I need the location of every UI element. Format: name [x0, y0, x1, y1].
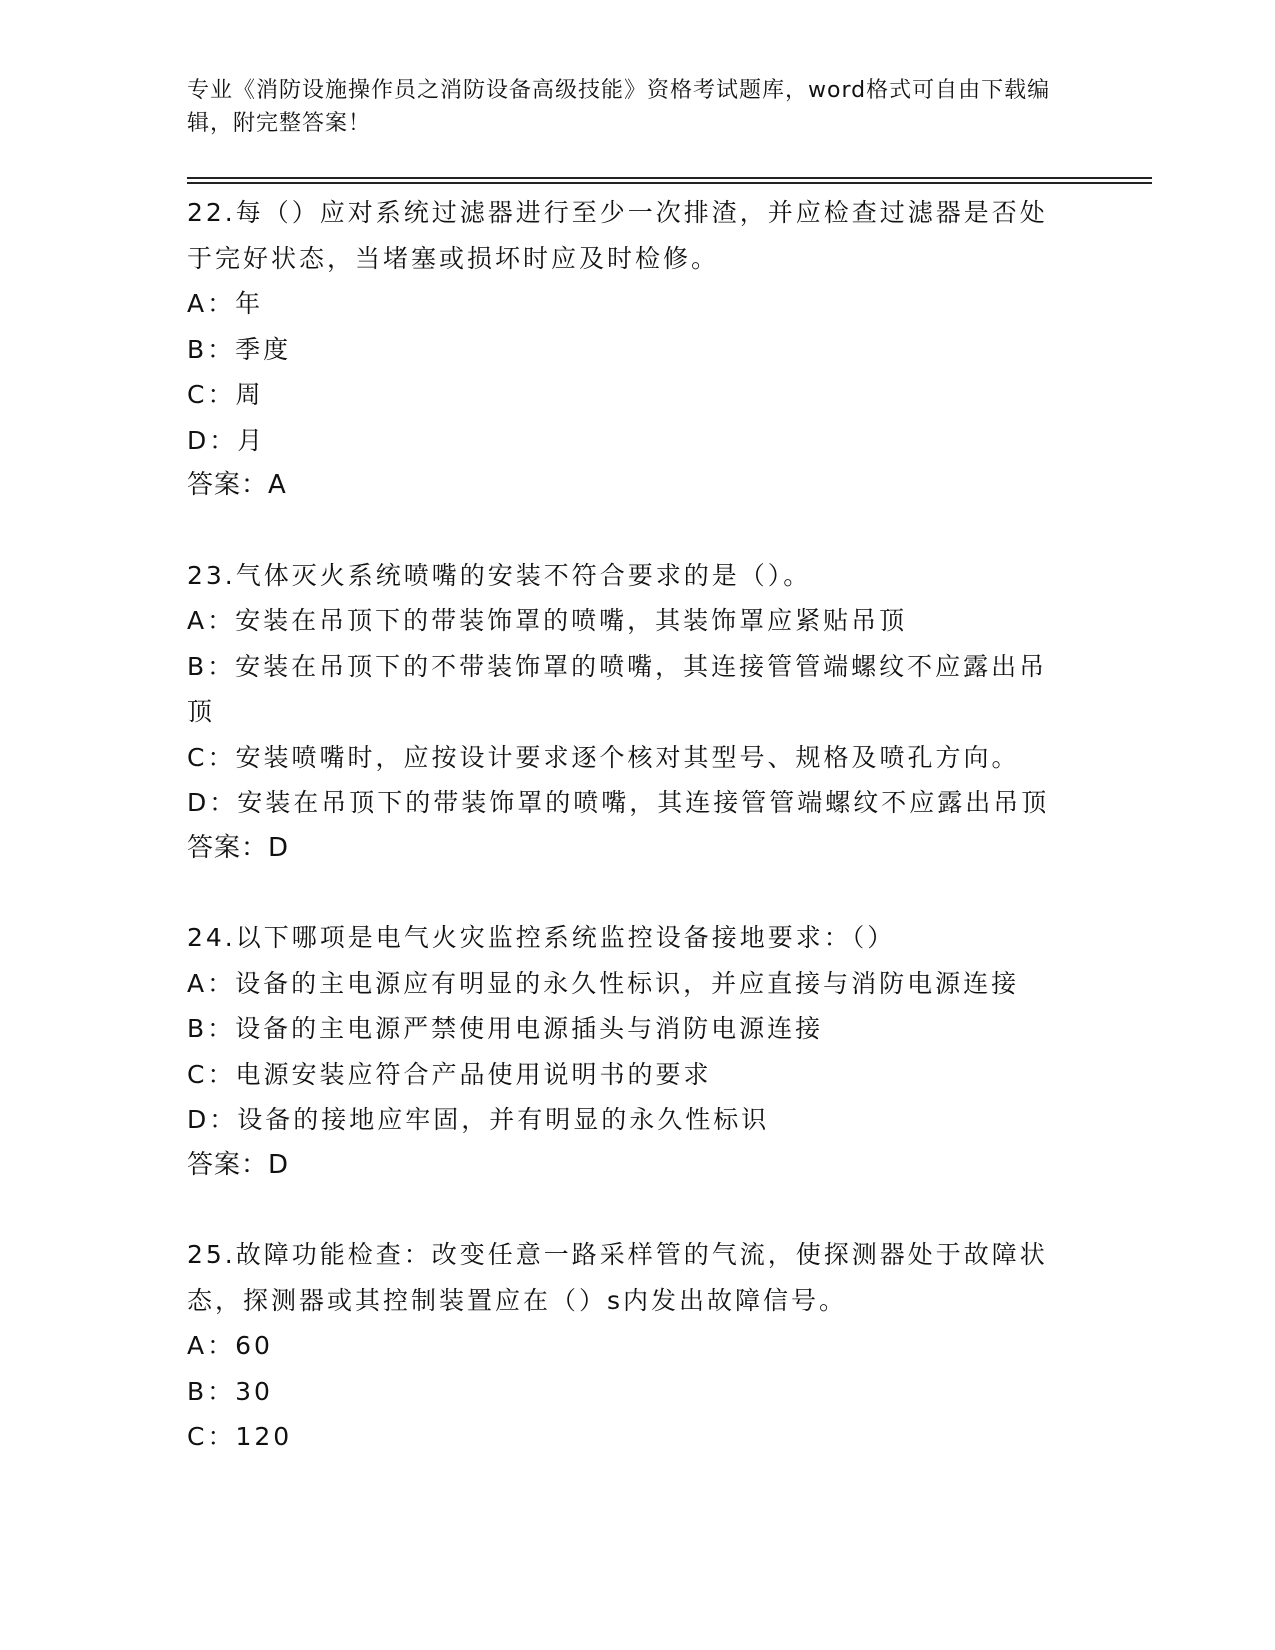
question-22: [187, 190, 1087, 509]
option-b: B：设备的主电源严禁使用电源插头与消防电源连接: [187, 1014, 824, 1043]
option-b: B：安装在吊顶下的不带装饰罩的喷嘴，其连接管管端螺纹不应露出吊顶: [187, 651, 1048, 726]
option-c: C：120: [187, 1422, 293, 1451]
question-23: [187, 553, 1087, 872]
header-divider-top: [187, 177, 1152, 179]
question-stem: 23.气体灭火系统喷嘴的安装不符合要求的是（）。: [187, 560, 812, 590]
question-25: [187, 1232, 1087, 1460]
option-d: D：设备的接地应牢固，并有明显的永久性标识: [187, 1105, 770, 1134]
option-d: D：安装在吊顶下的带装饰罩的喷嘴，其连接管管端螺纹不应露出吊顶: [187, 788, 1050, 817]
option-c: C：周: [187, 380, 264, 409]
option-c: C：电源安装应符合产品使用说明书的要求: [187, 1059, 712, 1089]
option-a: A：60: [187, 1331, 273, 1360]
document-header: 专业《消防设施操作员之消防设备高级技能》资格考试题库，word格式可自由下载编辑，附完整答案！: [187, 78, 1051, 136]
option-b: B：30: [187, 1376, 273, 1406]
question-stem: 24.以下哪项是电气火灾监控系统监控设备接地要求：（）: [187, 923, 896, 952]
header-divider-bottom: [187, 182, 1152, 184]
answer: 答案：A: [187, 470, 287, 500]
question-stem: 22.每（）应对系统过滤器进行至少一次排渣，并应检查过滤器是否处于完好状态，当堵塞或损坏时应及时检修。: [187, 198, 1048, 273]
option-a: A：安装在吊顶下的带装饰罩的喷嘴，其装饰罩应紧贴吊顶: [187, 606, 908, 635]
option-b: B：季度: [187, 334, 292, 364]
question-24: [187, 915, 1087, 1188]
question-list: [187, 190, 1087, 1504]
answer: 答案：D: [187, 832, 290, 863]
option-d: D：月: [187, 425, 266, 455]
option-a: A：设备的主电源应有明显的永久性标识，并应直接与消防电源连接: [187, 968, 1020, 998]
option-a: A：年: [187, 289, 264, 318]
option-c: C：安装喷嘴时，应按设计要求逐个核对其型号、规格及喷孔方向。: [187, 742, 1020, 772]
answer: 答案：D: [187, 1149, 290, 1180]
question-stem: 25.故障功能检查：改变任意一路采样管的气流，使探测器处于故障状态，探测器或其控制装置应在（）s内发出故障信号。: [187, 1240, 1048, 1315]
